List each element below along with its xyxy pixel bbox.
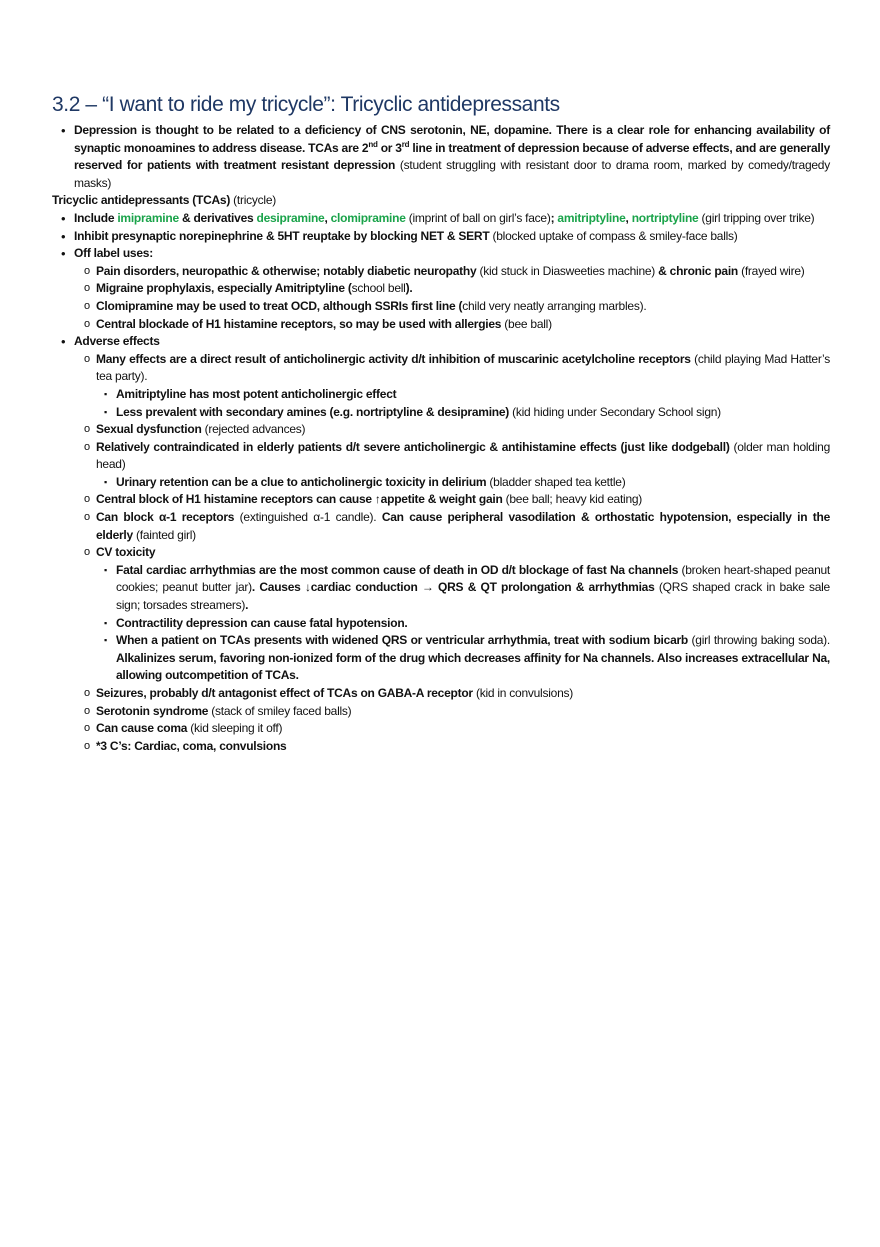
square-bullet-icon: ▪ — [104, 635, 107, 646]
mnemonic-note: (extinguished α-1 candle). — [234, 510, 382, 525]
list-item — [52, 544, 830, 562]
mnemonic-note: school bell — [351, 281, 406, 296]
list-item — [52, 298, 830, 316]
bullet-icon: • — [61, 210, 66, 226]
text-segment: or 3 — [377, 140, 402, 155]
document-page — [52, 92, 830, 755]
text-segment: line in treatment of depression because of adverse effects, and are generally reserved for patients with treatment resistant depression — [74, 140, 830, 173]
circle-bullet-icon: o — [84, 546, 90, 559]
list-item — [52, 720, 830, 738]
text-segment: Amitriptyline has most potent anticholinergic effect — [116, 386, 397, 401]
list-item — [52, 491, 830, 509]
text-segment: Relatively contraindicated in elderly patients d/t severe anticholinergic & antihistamine effects (just like dodgeball) — [96, 439, 730, 454]
text-segment: Pain disorders, neuropathic & otherwise; notably diabetic neuropathy — [96, 263, 477, 278]
mnemonic-note: child very neatly arranging marbles). — [462, 298, 647, 313]
list-item — [52, 474, 830, 492]
mnemonic-note: (imprint of ball on girl’s face) — [405, 210, 551, 225]
mnemonic-note: (kid hiding under Secondary School sign) — [509, 404, 721, 419]
text-segment: , — [324, 210, 331, 225]
mnemonic-note: (kid sleeping it off) — [187, 721, 283, 736]
mnemonic-note: (kid stuck in Diasweeties machine) — [476, 263, 659, 278]
drug-name: nortriptyline — [631, 210, 699, 225]
text-segment: When a patient on TCAs presents with widened QRS or ventricular arrhythmia, treat with sodium bicarb — [116, 633, 688, 648]
circle-bullet-icon: o — [84, 687, 90, 699]
mnemonic-note: (bladder shaped tea kettle) — [486, 474, 626, 489]
bullet-icon: • — [61, 334, 66, 350]
text-segment: & derivatives — [178, 210, 257, 225]
text-segment: Seizures, probably d/t antagonist effect of TCAs on GABA-A receptor — [96, 686, 473, 700]
mnemonic-note: (older man holding head) — [96, 439, 830, 472]
text-segment: Include — [74, 210, 118, 225]
mnemonic-note: (bee ball; heavy kid eating) — [502, 492, 643, 507]
text-segment: Serotonin syndrome — [96, 703, 209, 718]
list-item — [52, 421, 830, 439]
list-item — [52, 228, 830, 246]
text-segment: Fatal cardiac arrhythmias are the most common cause of death in OD d/t blockage of fast Na channels — [116, 562, 679, 577]
square-bullet-icon: ▪ — [104, 617, 107, 628]
list-item — [52, 509, 830, 544]
text-segment: Migraine prophylaxis, especially Amitriptyline ( — [96, 281, 352, 296]
circle-bullet-icon: o — [84, 282, 90, 295]
list-item — [52, 738, 830, 756]
list-item — [52, 386, 830, 404]
text-segment: Alkalinizes serum, favoring non-ionized form of the drug which decreases affinity for Na channels. Also increases extracellular Na, allowing outcompetition of TCAs. — [116, 650, 830, 683]
text-segment: Contractility depression can cause fatal hypotension. — [116, 615, 408, 630]
mnemonic-note: (broken heart-shaped peanut cookies; peanut butter jar) — [116, 562, 831, 595]
mnemonic-note: (stack of smiley faced balls) — [208, 703, 352, 718]
mnemonic-note: (kid in convulsions) — [472, 686, 573, 700]
text-segment: Many effects are a direct result of anticholinergic activity d/t inhibition of muscarinic acetylcholine receptors — [96, 351, 691, 366]
circle-bullet-icon: o — [84, 722, 90, 735]
text-segment: & chronic pain — [658, 263, 738, 278]
drug-name: amitriptyline — [557, 210, 626, 225]
section-title: 3.2 – “I want to ride my tricycle”: Tricyclic antidepressants — [52, 93, 560, 116]
text-segment: Depression is thought to be related to a deficiency of CNS serotonin, NE, dopamine. There is a clear role for enhancing availability of synaptic monoamines to address disease. TCAs are 2 — [74, 123, 830, 155]
mnemonic-note: (QRS shaped crack in bake sale sign; torsades streamers) — [116, 580, 830, 613]
subheading — [52, 192, 830, 210]
bullet-icon: • — [61, 228, 66, 244]
text-segment: nd — [368, 139, 378, 149]
text-segment: Adverse effects — [74, 334, 160, 349]
text-segment: . — [245, 598, 249, 613]
drug-name: imipramine — [117, 210, 179, 225]
bullet-icon: • — [61, 123, 66, 138]
drug-name: desipramine — [256, 210, 325, 225]
list-item — [52, 280, 830, 298]
list-item — [52, 333, 830, 351]
list-item — [52, 351, 830, 386]
text-segment: Off label uses: — [74, 246, 153, 261]
list-item — [52, 316, 830, 334]
square-bullet-icon: ▪ — [104, 564, 107, 575]
square-bullet-icon: ▪ — [104, 388, 107, 399]
text-segment: Clomipramine may be used to treat OCD, although SSRIs first line ( — [96, 298, 463, 313]
mnemonic-note: (tricycle) — [230, 193, 276, 208]
mnemonic-note: (blocked uptake of compass & smiley-face balls) — [489, 228, 738, 243]
list-item — [52, 562, 830, 615]
mnemonic-note: (girl tripping over trike) — [698, 210, 815, 225]
list-item — [52, 703, 830, 721]
text-segment: Urinary retention can be a clue to anticholinergic toxicity in delirium — [116, 474, 487, 489]
text-segment: Central blockade of H1 histamine receptors, so may be used with allergies — [96, 316, 502, 331]
list-item — [52, 245, 830, 263]
mnemonic-note: (bee ball) — [501, 316, 552, 331]
mnemonic-note: (rejected advances) — [201, 422, 306, 437]
text-segment: Less prevalent with secondary amines (e.g. nortriptyline & desipramine) — [116, 404, 510, 419]
circle-bullet-icon: o — [84, 704, 90, 717]
bullet-icon: • — [61, 246, 66, 262]
text-segment: Tricyclic antidepressants (TCAs) — [52, 193, 231, 208]
circle-bullet-icon: o — [84, 440, 90, 453]
list-item — [52, 210, 830, 228]
circle-bullet-icon: o — [84, 493, 90, 506]
square-bullet-icon: ▪ — [104, 406, 107, 417]
list-item — [52, 439, 830, 474]
text-segment: CV toxicity — [96, 545, 156, 560]
mnemonic-note: (girl throwing baking soda). — [688, 633, 830, 648]
list-item — [52, 615, 830, 633]
mnemonic-note: (fainted girl) — [132, 527, 196, 542]
mnemonic-note: (student struggling with resistant door to drama room, marked by comedy/tragedy masks) — [74, 158, 830, 190]
square-bullet-icon: ▪ — [104, 476, 107, 487]
list-item — [52, 632, 830, 685]
text-segment: Central block of H1 histamine receptors can cause ↑appetite & weight gain — [96, 492, 503, 507]
text-segment: *3 C’s: Cardiac, coma, convulsions — [96, 738, 287, 753]
circle-bullet-icon: o — [84, 317, 90, 330]
text-segment: Inhibit presynaptic norepinephrine & 5HT reuptake by blocking NET & SERT — [74, 228, 490, 243]
circle-bullet-icon: o — [84, 352, 90, 365]
list-item — [52, 685, 830, 703]
mnemonic-note: (frayed wire) — [737, 263, 805, 278]
list-item — [52, 404, 830, 422]
text-segment: Can cause peripheral vasodilation & orthostatic hypotension, especially in the elderly — [96, 510, 830, 542]
circle-bullet-icon: o — [84, 299, 90, 312]
notes-list — [52, 122, 830, 755]
list-item — [52, 263, 830, 281]
drug-name: clomipramine — [330, 210, 406, 225]
text-segment: Can block α-1 receptors — [96, 510, 235, 525]
circle-bullet-icon: o — [84, 264, 90, 277]
text-segment: , — [625, 210, 632, 225]
text-segment: rd — [401, 139, 410, 149]
text-segment: Can cause coma — [96, 721, 188, 736]
text-segment: ; — [550, 210, 558, 225]
text-segment: Sexual dysfunction — [96, 422, 202, 437]
text-segment: ). — [405, 281, 413, 296]
circle-bullet-icon: o — [84, 423, 90, 436]
mnemonic-note: (child playing Mad Hatter’s tea party). — [96, 351, 830, 384]
list-item — [52, 122, 830, 192]
circle-bullet-icon: o — [84, 739, 90, 752]
text-segment: . Causes ↓cardiac conduction → QRS & QT prolongation & arrhythmias — [251, 580, 655, 595]
circle-bullet-icon: o — [84, 511, 90, 524]
